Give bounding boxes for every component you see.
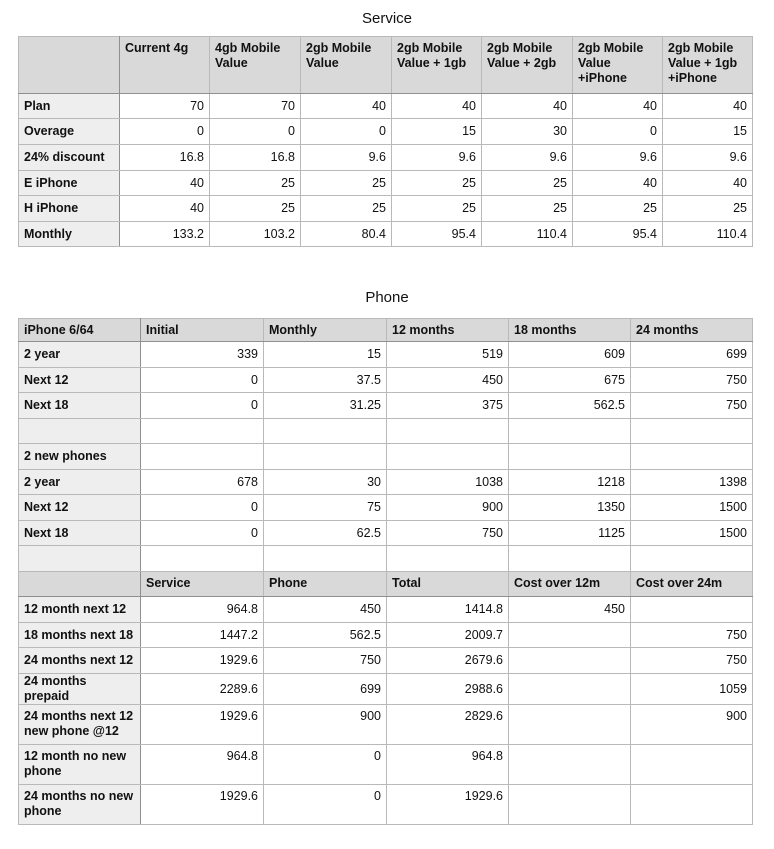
table-cell: 900	[387, 495, 509, 521]
table-cell	[387, 444, 509, 470]
row-label	[19, 546, 141, 572]
summary-row	[19, 785, 753, 825]
table-cell: 9.6	[392, 145, 482, 171]
table-cell: 40	[392, 94, 482, 119]
table-cell: 900	[264, 705, 387, 745]
table-cell: 2679.6	[387, 648, 509, 674]
service-column-header: 2gb Mobile Value + 1gb +iPhone	[663, 37, 753, 94]
table-cell: 0	[210, 119, 301, 145]
table-cell: 40	[663, 94, 753, 119]
table-cell: 70	[120, 94, 210, 119]
table-cell: 0	[120, 119, 210, 145]
table-cell: 40	[573, 94, 663, 119]
summary-row	[19, 648, 753, 674]
table-cell: 110.4	[482, 222, 573, 247]
row-label: Next 12	[19, 368, 141, 393]
table-cell: 1929.6	[387, 785, 509, 825]
table-cell: 964.8	[141, 745, 264, 785]
table-cell: 15	[392, 119, 482, 145]
table-cell: 1500	[631, 521, 753, 546]
phone-title: Phone	[365, 289, 409, 306]
table-cell: 750	[631, 368, 753, 393]
row-label: 12 month no new phone	[19, 745, 141, 785]
table-cell: 9.6	[482, 145, 573, 171]
row-label: Overage	[19, 119, 120, 145]
row-label: 2 year	[19, 470, 141, 495]
table-cell: 95.4	[392, 222, 482, 247]
table-cell: 2009.7	[387, 623, 509, 648]
table-row	[19, 546, 753, 572]
row-label: H iPhone	[19, 196, 120, 222]
summary-column-header: Cost over 12m	[509, 572, 631, 597]
table-cell: 9.6	[663, 145, 753, 171]
table-cell: 2988.6	[387, 674, 509, 705]
table-cell: 750	[631, 393, 753, 419]
table-cell	[509, 674, 631, 705]
table-cell: 1038	[387, 470, 509, 495]
table-cell: 964.8	[141, 597, 264, 623]
row-label: 24 months prepaid	[19, 674, 141, 705]
table-cell: 30	[264, 470, 387, 495]
table-cell: 1125	[509, 521, 631, 546]
table-cell	[509, 745, 631, 785]
table-cell: 0	[573, 119, 663, 145]
table-cell: 1350	[509, 495, 631, 521]
table-cell	[631, 546, 753, 572]
phone-column-header: 18 months	[509, 319, 631, 342]
table-cell: 0	[301, 119, 392, 145]
row-label: Monthly	[19, 222, 120, 247]
summary-column-header: Total	[387, 572, 509, 597]
table-cell: 609	[509, 342, 631, 368]
table-row	[19, 470, 753, 495]
table-cell: 25	[482, 196, 573, 222]
table-cell: 699	[264, 674, 387, 705]
table-cell: 450	[387, 368, 509, 393]
row-label: Next 12	[19, 495, 141, 521]
table-row	[19, 94, 753, 119]
service-title: Service	[361, 10, 413, 27]
table-cell: 750	[387, 521, 509, 546]
table-cell: 450	[509, 597, 631, 623]
table-cell: 25	[392, 196, 482, 222]
table-cell	[631, 785, 753, 825]
table-cell: 1929.6	[141, 705, 264, 745]
service-column-header: 4gb Mobile Value	[210, 37, 301, 94]
table-cell: 25	[301, 171, 392, 196]
table-cell: 37.5	[264, 368, 387, 393]
table-cell: 375	[387, 393, 509, 419]
table-cell: 110.4	[663, 222, 753, 247]
phone-column-header: Monthly	[264, 319, 387, 342]
summary-row	[19, 623, 753, 648]
table-cell: 1929.6	[141, 648, 264, 674]
table-cell: 25	[301, 196, 392, 222]
table-cell	[509, 444, 631, 470]
table-row	[19, 342, 753, 368]
table-cell: 2289.6	[141, 674, 264, 705]
row-label: 12 month next 12	[19, 597, 141, 623]
table-cell: 40	[120, 171, 210, 196]
table-cell: 25	[482, 171, 573, 196]
table-cell: 562.5	[509, 393, 631, 419]
service-header-row	[19, 37, 753, 94]
row-label: 18 months next 18	[19, 623, 141, 648]
row-label: 24 months next 12 new phone @12	[19, 705, 141, 745]
table-cell: 900	[631, 705, 753, 745]
table-cell: 675	[509, 368, 631, 393]
table-cell: 1218	[509, 470, 631, 495]
table-cell: 40	[573, 171, 663, 196]
table-cell: 40	[120, 196, 210, 222]
phone-corner-header: iPhone 6/64	[19, 319, 141, 342]
table-cell: 1059	[631, 674, 753, 705]
table-cell: 750	[631, 648, 753, 674]
table-cell: 0	[141, 495, 264, 521]
table-cell: 1414.8	[387, 597, 509, 623]
table-cell: 750	[264, 648, 387, 674]
summary-row	[19, 674, 753, 705]
table-cell: 31.25	[264, 393, 387, 419]
table-cell: 450	[264, 597, 387, 623]
row-label: 2 new phones	[19, 444, 141, 470]
table-cell: 0	[264, 745, 387, 785]
table-cell: 0	[141, 368, 264, 393]
table-cell	[509, 705, 631, 745]
table-cell: 16.8	[210, 145, 301, 171]
table-cell	[387, 419, 509, 444]
table-cell: 519	[387, 342, 509, 368]
table-cell	[264, 444, 387, 470]
summary-column-header: Service	[141, 572, 264, 597]
table-cell: 1500	[631, 495, 753, 521]
table-row	[19, 171, 753, 196]
table-cell	[387, 546, 509, 572]
table-cell: 25	[210, 171, 301, 196]
service-corner-cell	[19, 37, 120, 94]
table-cell: 25	[663, 196, 753, 222]
service-column-header: 2gb Mobile Value + 1gb	[392, 37, 482, 94]
table-cell: 80.4	[301, 222, 392, 247]
table-row	[19, 393, 753, 419]
table-cell: 25	[392, 171, 482, 196]
table-cell: 62.5	[264, 521, 387, 546]
table-row	[19, 444, 753, 470]
table-cell	[509, 546, 631, 572]
summary-column-header: Cost over 24m	[631, 572, 753, 597]
table-row	[19, 145, 753, 171]
service-column-header: 2gb Mobile Value	[301, 37, 392, 94]
table-cell: 678	[141, 470, 264, 495]
row-label: 24% discount	[19, 145, 120, 171]
table-cell: 2829.6	[387, 705, 509, 745]
table-cell: 1398	[631, 470, 753, 495]
table-row	[19, 521, 753, 546]
table-cell: 40	[482, 94, 573, 119]
table-cell: 30	[482, 119, 573, 145]
table-cell: 699	[631, 342, 753, 368]
table-cell: 70	[210, 94, 301, 119]
table-cell: 1929.6	[141, 785, 264, 825]
summary-row	[19, 597, 753, 623]
row-label: E iPhone	[19, 171, 120, 196]
table-cell	[631, 745, 753, 785]
table-cell	[509, 623, 631, 648]
row-label: 24 months next 12	[19, 648, 141, 674]
table-cell: 25	[573, 196, 663, 222]
table-cell	[631, 444, 753, 470]
table-cell: 9.6	[301, 145, 392, 171]
service-column-header: 2gb Mobile Value + 2gb	[482, 37, 573, 94]
service-column-header: Current 4g	[120, 37, 210, 94]
table-cell	[631, 419, 753, 444]
summary-header-row	[19, 572, 753, 597]
table-cell: 25	[210, 196, 301, 222]
phone-header-row	[19, 319, 753, 342]
row-label: Plan	[19, 94, 120, 119]
table-row	[19, 119, 753, 145]
phone-column-header: 24 months	[631, 319, 753, 342]
table-cell	[264, 546, 387, 572]
row-label: Next 18	[19, 521, 141, 546]
table-cell	[509, 785, 631, 825]
service-column-header: 2gb Mobile Value +iPhone	[573, 37, 663, 94]
table-row	[19, 196, 753, 222]
table-cell	[631, 597, 753, 623]
phone-table	[18, 318, 753, 825]
table-row	[19, 222, 753, 247]
row-label: 24 months no new phone	[19, 785, 141, 825]
table-cell: 0	[141, 521, 264, 546]
table-cell: 40	[663, 171, 753, 196]
table-cell	[141, 546, 264, 572]
phone-column-header: Initial	[141, 319, 264, 342]
table-cell: 16.8	[120, 145, 210, 171]
summary-corner-cell	[19, 572, 141, 597]
table-cell: 75	[264, 495, 387, 521]
summary-row	[19, 705, 753, 745]
summary-column-header: Phone	[264, 572, 387, 597]
table-cell: 339	[141, 342, 264, 368]
table-cell: 103.2	[210, 222, 301, 247]
table-cell: 750	[631, 623, 753, 648]
table-cell	[264, 419, 387, 444]
table-cell	[509, 419, 631, 444]
table-cell	[141, 419, 264, 444]
table-cell	[509, 648, 631, 674]
row-label: Next 18	[19, 393, 141, 419]
table-cell: 133.2	[120, 222, 210, 247]
table-row	[19, 368, 753, 393]
service-table	[18, 36, 753, 247]
table-cell: 0	[141, 393, 264, 419]
table-cell	[141, 444, 264, 470]
row-label: 2 year	[19, 342, 141, 368]
table-cell: 0	[264, 785, 387, 825]
table-cell: 40	[301, 94, 392, 119]
table-row	[19, 495, 753, 521]
table-cell: 15	[663, 119, 753, 145]
summary-row	[19, 745, 753, 785]
table-cell: 562.5	[264, 623, 387, 648]
row-label	[19, 419, 141, 444]
table-cell: 1447.2	[141, 623, 264, 648]
table-row	[19, 419, 753, 444]
table-cell: 964.8	[387, 745, 509, 785]
table-cell: 95.4	[573, 222, 663, 247]
table-cell: 15	[264, 342, 387, 368]
table-cell: 9.6	[573, 145, 663, 171]
phone-column-header: 12 months	[387, 319, 509, 342]
